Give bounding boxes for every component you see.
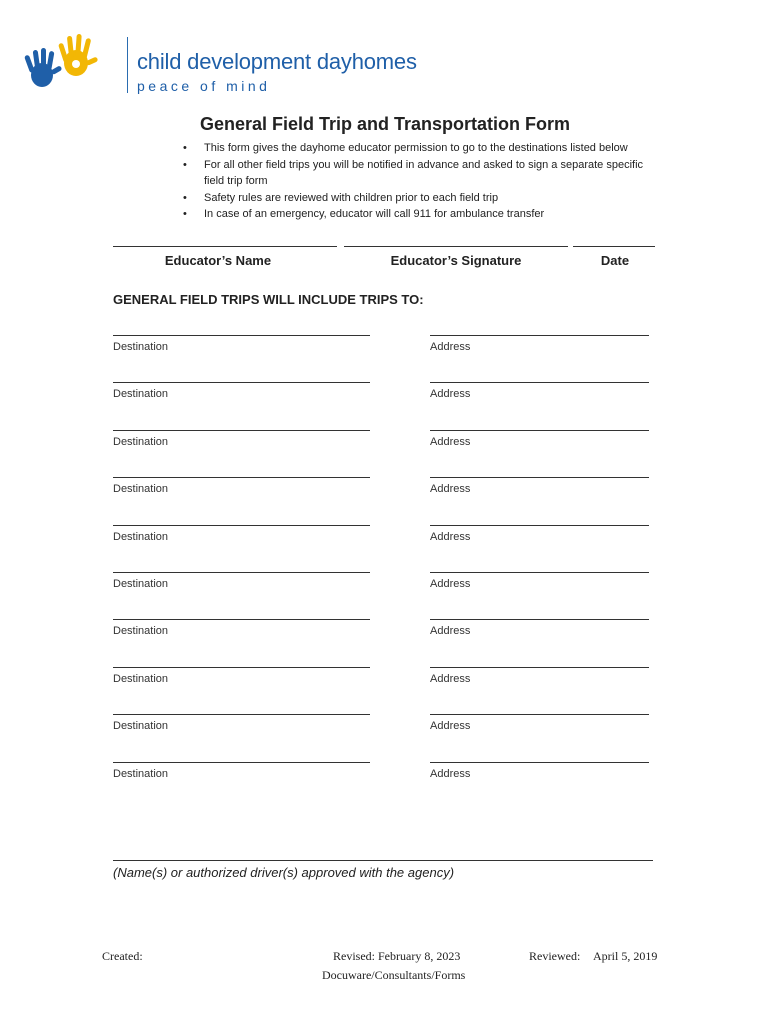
instruction-item: • For all other field trips you will be notified in advance and asked to sign a separate specific field trip form — [183, 158, 644, 187]
instruction-item: • In case of an emergency, educator will call 911 for ambulance transfer — [183, 206, 663, 223]
address-field[interactable] — [430, 714, 649, 715]
trip-row — [0, 714, 770, 754]
destination-label: Destination — [113, 720, 169, 732]
destination-field[interactable] — [113, 619, 370, 620]
destination-field[interactable] — [113, 762, 370, 763]
trip-row — [0, 667, 770, 707]
trip-row — [0, 619, 770, 659]
destination-label: Destination — [113, 531, 169, 543]
address-label: Address — [430, 531, 471, 543]
logo-divider — [127, 37, 128, 93]
destination-field[interactable] — [113, 430, 370, 431]
destination-label: Destination — [113, 673, 169, 685]
destination-label: Destination — [113, 436, 169, 448]
trip-row — [0, 335, 770, 375]
bullet-icon: • — [183, 208, 187, 220]
bullet-icon: • — [183, 142, 187, 154]
address-field[interactable] — [430, 335, 649, 336]
hands-logo-icon — [24, 33, 102, 97]
destination-label: Destination — [113, 341, 169, 353]
destination-label: Destination — [113, 388, 169, 400]
destination-field[interactable] — [113, 525, 370, 526]
instruction-list — [183, 140, 663, 223]
address-label: Address — [430, 720, 471, 732]
reviewed-label: Reviewed: — [529, 949, 581, 963]
address-field[interactable] — [430, 667, 649, 668]
address-field[interactable] — [430, 477, 649, 478]
date-label: Date — [600, 253, 630, 268]
destination-field[interactable] — [113, 335, 370, 336]
destination-field[interactable] — [113, 477, 370, 478]
trip-row — [0, 572, 770, 612]
bullet-icon: • — [183, 158, 187, 171]
educator-name-label: Educator’s Name — [164, 253, 272, 268]
trip-row — [0, 762, 770, 802]
trip-row — [0, 477, 770, 517]
date-field[interactable] — [573, 246, 655, 247]
revised-text: Revised: February 8, 2023 — [333, 949, 461, 963]
instruction-item: • This form gives the dayhome educator permission to go to the destinations listed below — [183, 140, 663, 157]
trip-row — [0, 382, 770, 422]
created-label: Created: — [102, 949, 143, 963]
educator-name-field[interactable] — [113, 246, 337, 247]
address-label: Address — [430, 578, 471, 590]
destination-label: Destination — [113, 625, 169, 637]
address-label: Address — [430, 341, 471, 353]
address-field[interactable] — [430, 762, 649, 763]
address-field[interactable] — [430, 525, 649, 526]
address-label: Address — [430, 673, 471, 685]
trip-row — [0, 525, 770, 565]
address-label: Address — [430, 483, 471, 495]
trips-heading: GENERAL FIELD TRIPS WILL INCLUDE TRIPS TO: — [113, 292, 424, 307]
destination-label: Destination — [113, 578, 169, 590]
address-label: Address — [430, 768, 471, 780]
address-field[interactable] — [430, 430, 649, 431]
drivers-label: (Name(s) or authorized driver(s) approved with the agency) — [113, 865, 455, 880]
address-field[interactable] — [430, 382, 649, 383]
bullet-icon: • — [183, 191, 187, 204]
brand-logo — [24, 33, 424, 97]
form-title: General Field Trip and Transportation Form — [199, 114, 571, 134]
brand-name: child development dayhomes — [137, 49, 417, 74]
address-field[interactable] — [430, 619, 649, 620]
drivers-field[interactable] — [113, 860, 653, 861]
educator-signature-label: Educator’s Signature — [390, 253, 522, 268]
address-label: Address — [430, 436, 471, 448]
trip-row — [0, 430, 770, 470]
destination-field[interactable] — [113, 714, 370, 715]
destination-field[interactable] — [113, 667, 370, 668]
address-label: Address — [430, 388, 471, 400]
destination-field[interactable] — [113, 572, 370, 573]
destination-label: Destination — [113, 483, 169, 495]
address-field[interactable] — [430, 572, 649, 573]
instruction-item: • Safety rules are reviewed with children prior to each field trip — [183, 190, 663, 207]
address-label: Address — [430, 625, 471, 637]
reviewed-date: April 5, 2019 — [593, 949, 658, 963]
educator-signature-field[interactable] — [344, 246, 568, 247]
destination-field[interactable] — [113, 382, 370, 383]
document-path: Docuware/Consultants/Forms — [322, 968, 466, 982]
brand-tagline: peace of mind — [137, 78, 271, 94]
destination-label: Destination — [113, 768, 169, 780]
